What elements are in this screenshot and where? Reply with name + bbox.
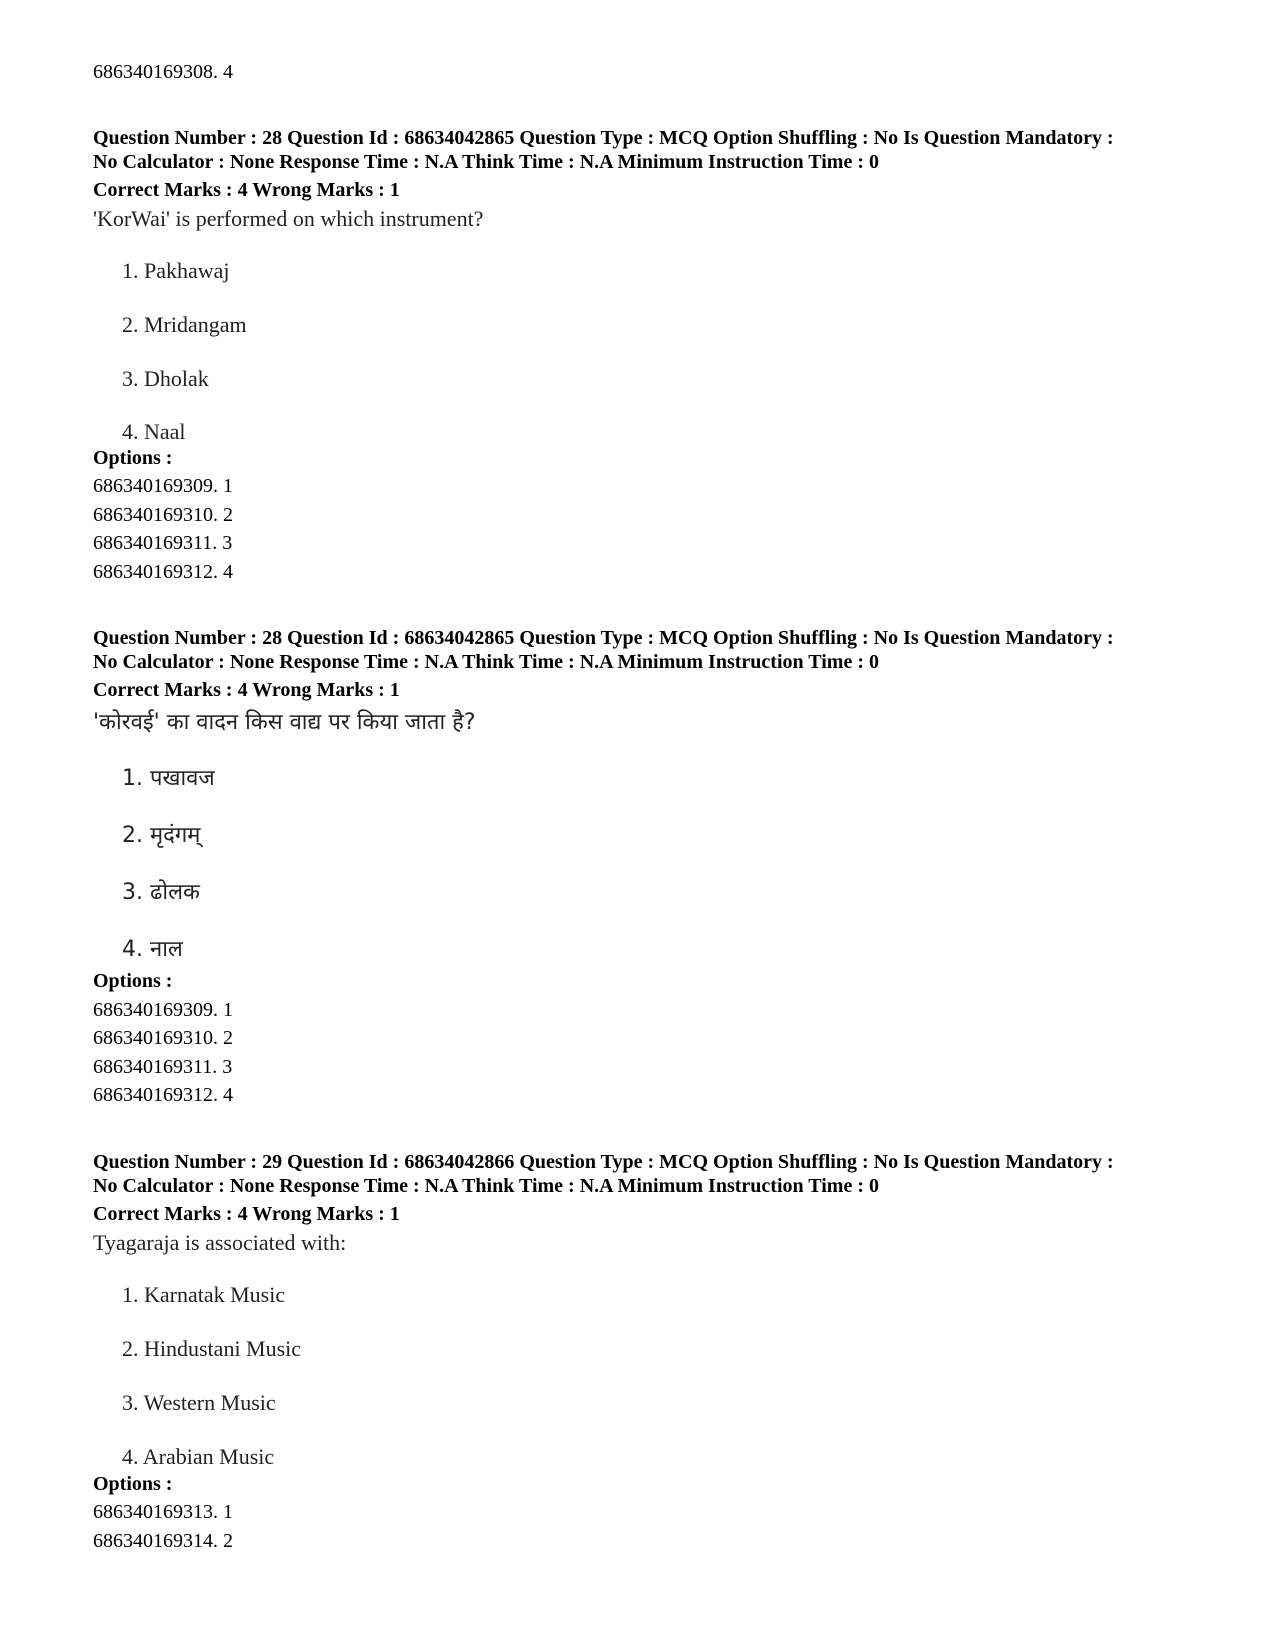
option-id-line: 686340169309. 1	[93, 475, 233, 497]
option-id-line: 686340169308. 4	[93, 61, 233, 83]
question-header-line1: Question Number : 28 Question Id : 68634042865 Question Type : MCQ Option Shuffling : No Is Question Mandatory :	[93, 627, 1114, 649]
question-header-line2: No Calculator : None Response Time : N.A Think Time : N.A Minimum Instruction Time : 0	[93, 151, 879, 173]
marks-line: Correct Marks : 4 Wrong Marks : 1	[93, 1203, 400, 1225]
option-id-line: 686340169314. 2	[93, 1530, 233, 1552]
option-id-line: 686340169312. 4	[93, 1084, 233, 1106]
question-text: 'KorWai' is performed on which instrument?	[93, 206, 484, 231]
choice-1: 1. Karnatak Music	[122, 1282, 286, 1307]
option-id-line: 686340169312. 4	[93, 561, 233, 583]
option-id-line: 686340169310. 2	[93, 504, 233, 526]
choice-2: 2. मृदंगम्	[122, 823, 201, 848]
options-label: Options :	[93, 970, 173, 992]
options-label: Options :	[93, 1473, 173, 1495]
question-header-line1: Question Number : 29 Question Id : 68634042866 Question Type : MCQ Option Shuffling : No Is Question Mandatory :	[93, 1151, 1114, 1173]
option-id-line: 686340169313. 1	[93, 1501, 233, 1523]
choice-4: 4. Arabian Music	[122, 1444, 275, 1469]
question-text: 'कोरवई' का वादन किस वाद्य पर किया जाता है?	[93, 710, 476, 735]
choice-1: 1. Pakhawaj	[122, 258, 230, 283]
marks-line: Correct Marks : 4 Wrong Marks : 1	[93, 179, 400, 201]
choice-2: 2. Hindustani Music	[122, 1336, 302, 1361]
marks-line: Correct Marks : 4 Wrong Marks : 1	[93, 679, 400, 701]
question-header-line1: Question Number : 28 Question Id : 68634042865 Question Type : MCQ Option Shuffling : No Is Question Mandatory :	[93, 127, 1114, 149]
option-id-line: 686340169311. 3	[93, 532, 233, 554]
choice-1: 1. पखावज	[122, 766, 215, 791]
choice-4: 4. Naal	[122, 419, 186, 444]
choice-2: 2. Mridangam	[122, 312, 247, 337]
choice-4: 4. नाल	[122, 937, 183, 962]
question-header-line2: No Calculator : None Response Time : N.A Think Time : N.A Minimum Instruction Time : 0	[93, 1175, 879, 1197]
option-id-line: 686340169309. 1	[93, 999, 233, 1021]
options-label: Options :	[93, 447, 173, 469]
option-id-line: 686340169310. 2	[93, 1027, 233, 1049]
question-text: Tyagaraja is associated with:	[93, 1230, 347, 1255]
choice-3: 3. Western Music	[122, 1390, 276, 1415]
option-id-line: 686340169311. 3	[93, 1056, 233, 1078]
choice-3: 3. Dholak	[122, 366, 209, 391]
question-header-line2: No Calculator : None Response Time : N.A Think Time : N.A Minimum Instruction Time : 0	[93, 651, 879, 673]
choice-3: 3. ढोलक	[122, 880, 200, 905]
